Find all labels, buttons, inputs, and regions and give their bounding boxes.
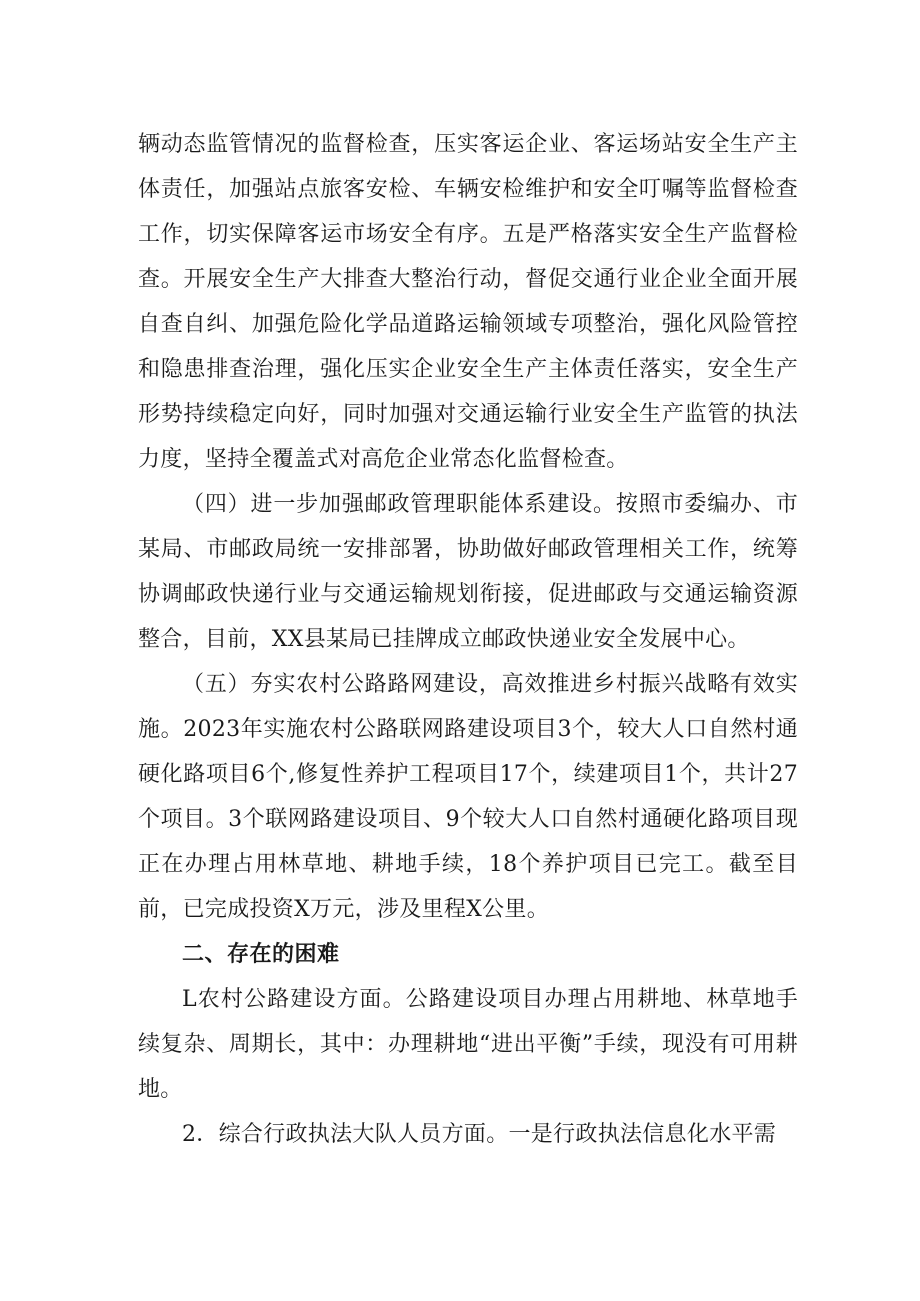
paragraph-rural-roads: （五）夯实农村公路路网建设，高效推进乡村振兴战略有效实施。2023年实施农村公路联网路建设项目3个，较大人口自然村通硬化路项目6个,修复性养护工程项目17个，续建项目1个，共计27个项目。3个联网路建设项目、9个较大人口自然村通硬化路项目现正在办理占用林草地、耕地手续，18个养护项目已完工。截至目前，已完成投资X万元，涉及里程X公里。 <box>138 672 798 922</box>
paragraph-safety-inspection: 辆动态监管情况的监督检查，压实客运企业、客运场站安全生产主体责任，加强站点旅客安检、车辆安检维护和安全叮嘱等监督检查工作，切实保障客运市场安全有序。五是严格落实安全生产监督检查。开展安全生产大排查大整治行动，督促交通行业企业全面开展自查自纠、加强危险化学品道路运输领域专项整治，强化风险管控和隐患排查治理，强化压实企业安全生产主体责任落实，安全生产形势持续稳定向好，同时加强对交通运输行业安全生产监管的执法力度，坚持全覆盖式对高危企业常态化监督检查。 <box>138 132 798 472</box>
section-heading-difficulties: 二、存在的困难 <box>182 942 340 967</box>
document-body <box>138 122 798 1157</box>
paragraph-postal-management: （四）进一步加强邮政管理职能体系建设。按照市委编办、市某局、市邮政局统一安排部署，协助做好邮政管理相关工作，统筹协调邮政快递行业与交通运输规划衔接，促进邮政与交通运输资源整合，目前，XX县某局已挂牌成立邮政快递业安全发展中心。 <box>138 492 798 652</box>
difficulty-item-law-enforcement: 2．综合行政执法大队人员方面。一是行政执法信息化水平需 <box>182 1122 777 1147</box>
difficulty-item-rural-road: L农村公路建设方面。公路建设项目办理占用耕地、林草地手续复杂、周期长，其中：办理耕地“进出平衡”手续，现没有可用耕地。 <box>138 987 798 1102</box>
